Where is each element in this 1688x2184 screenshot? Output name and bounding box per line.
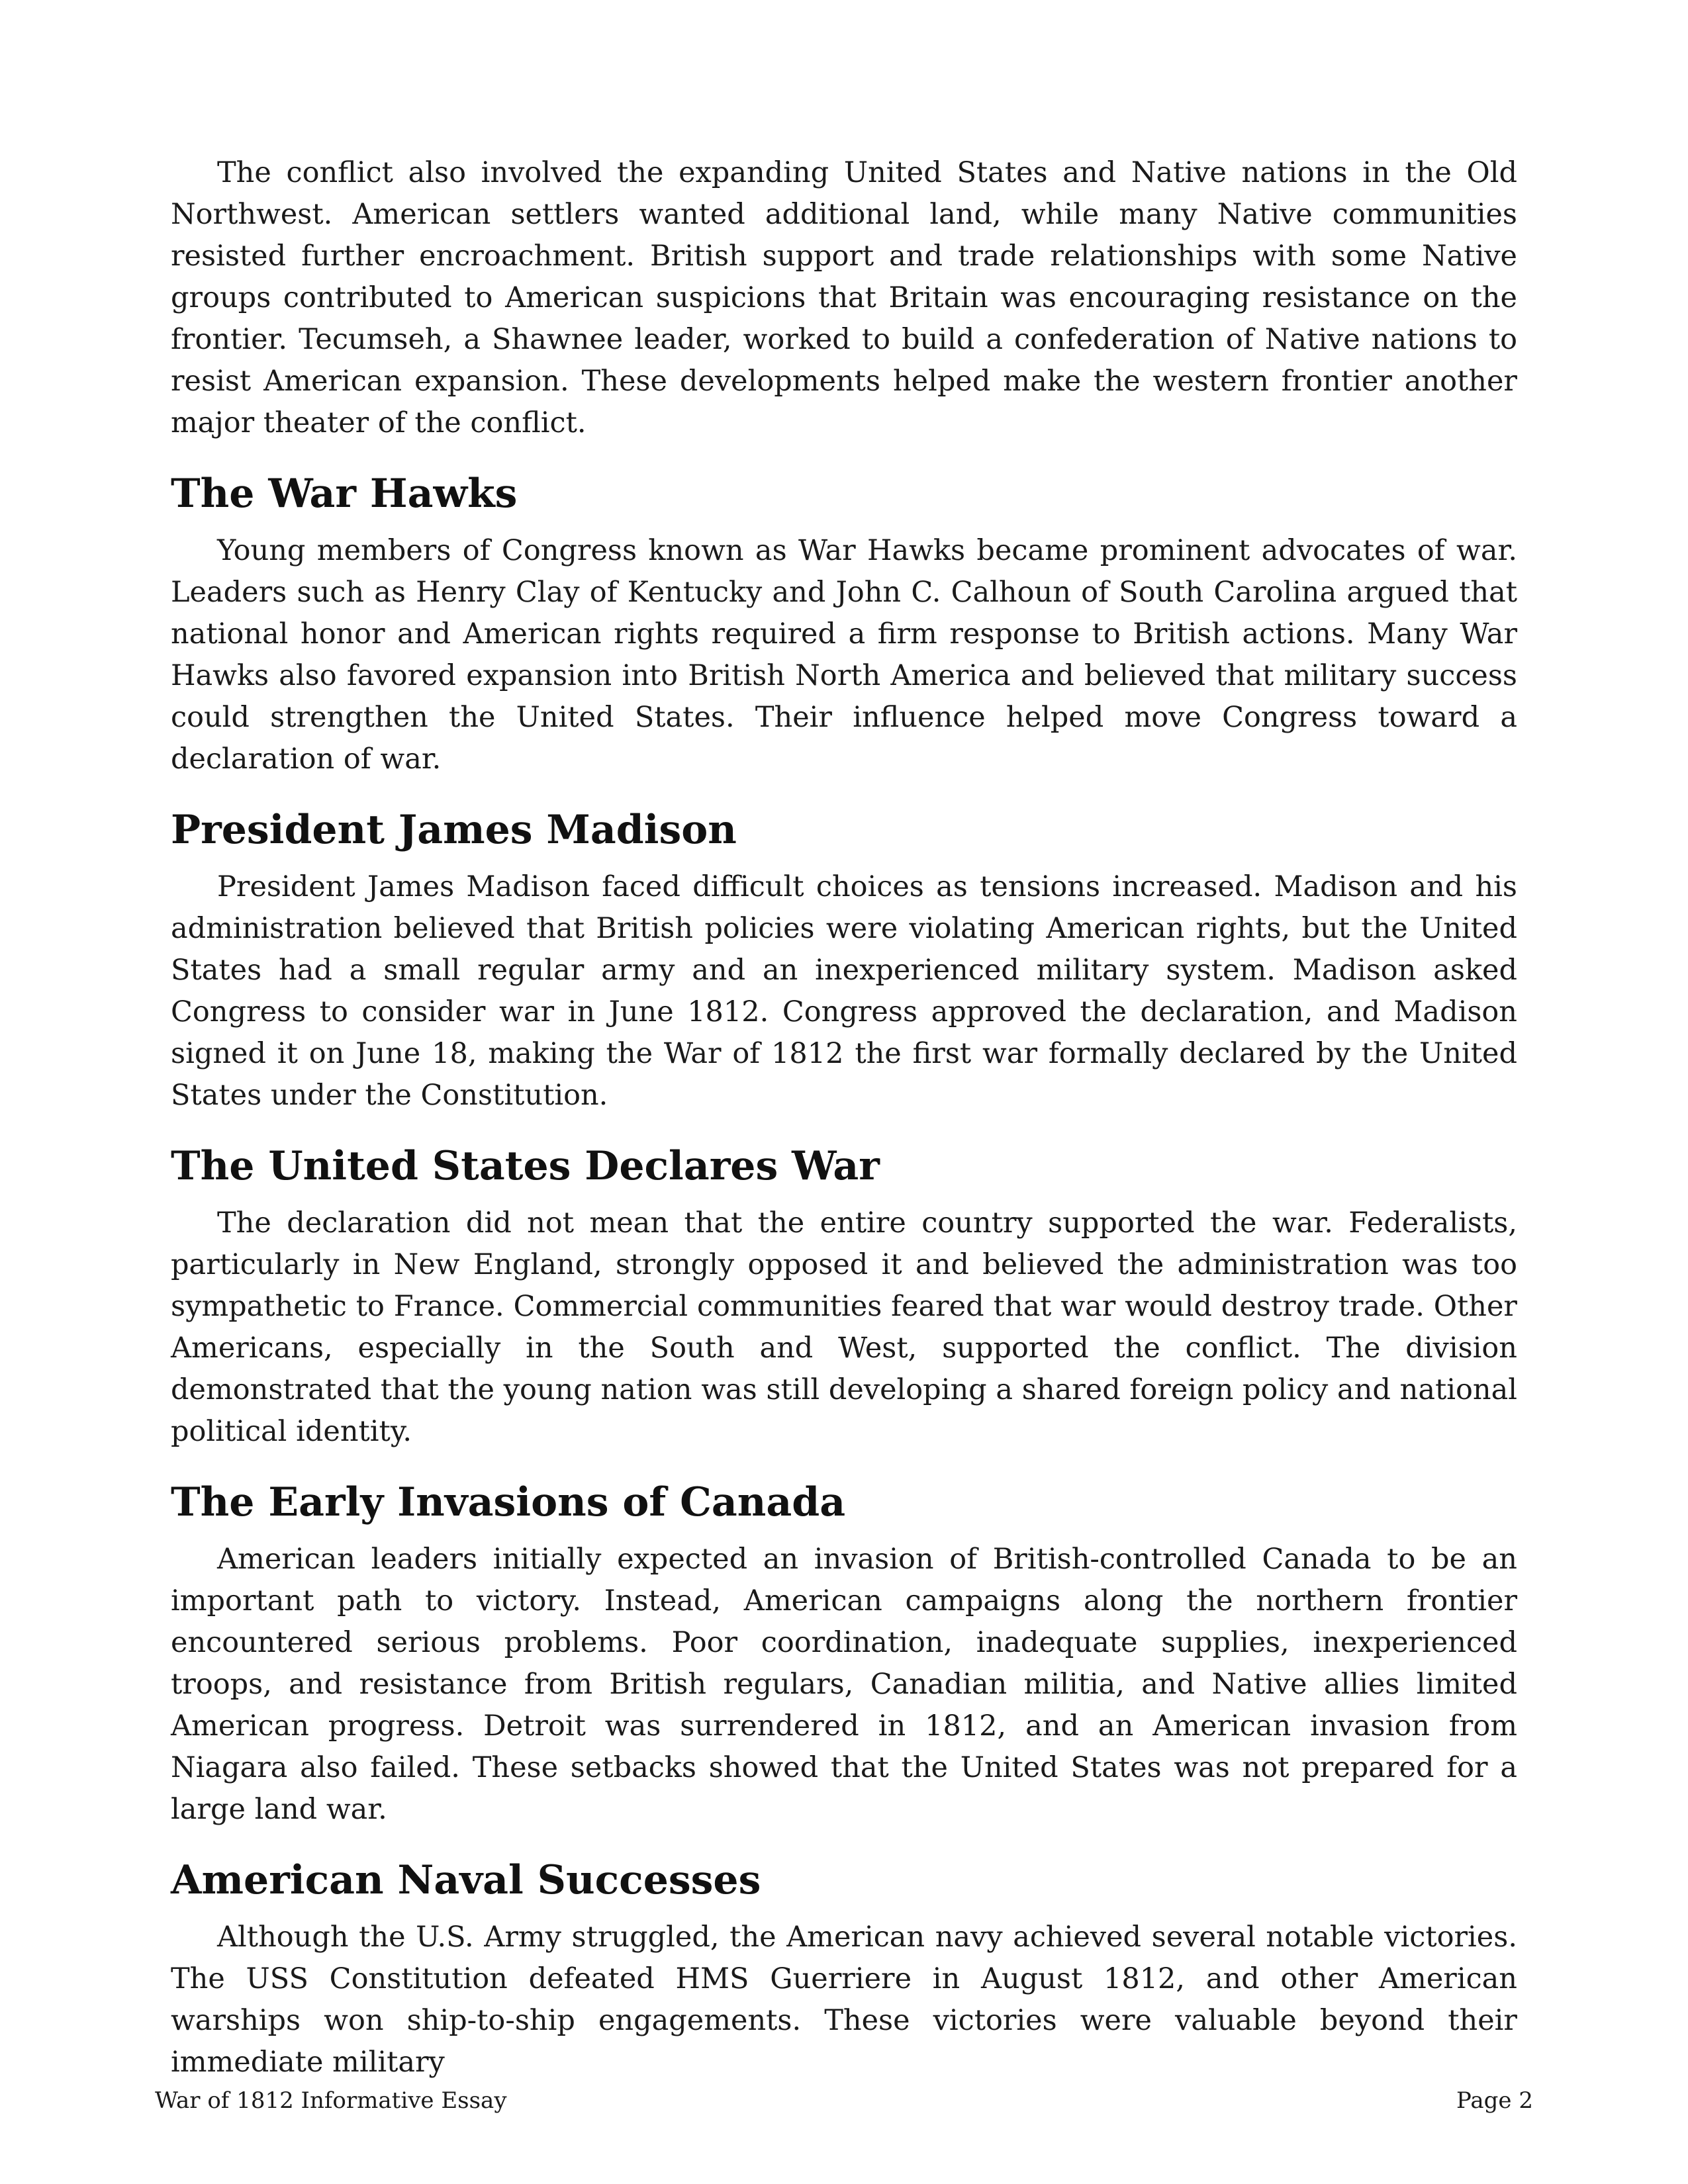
heading-declares-war: The United States Declares War: [171, 1143, 880, 1189]
footer-page-number: Page 2: [1456, 2087, 1533, 2114]
paragraph-naval-successes: Although the U.S. Army struggled, the American navy achieved several notable victories. The USS Constitution defeated HMS Guerriere in August 1812, and other American warships won ship-to-ship engagements. These victories were valuable beyond their immediate military: [171, 1921, 1517, 2079]
heading-president-madison: President James Madison: [171, 807, 737, 853]
paragraph-frontier-conflict: The conflict also involved the expanding United States and Native nations in the Old Northwest. American settlers wanted additional land, while many Native communities resisted further encroachment. British support and trade relationships with some Native groups contributed to American suspicions that Britain was encouraging resistance on the frontier. Tecumseh, a Shawnee leader, worked to build a confederation of Native nations to resist American expansion. These developments helped make the western frontier another major theater of the conflict.: [171, 156, 1517, 439]
heading-war-hawks: The War Hawks: [171, 471, 518, 517]
paragraph-war-hawks: Young members of Congress known as War Hawks became prominent advocates of war. Leaders such as Henry Clay of Kentucky and John C. Calhoun of South Carolina argued that national honor and American rights required a firm response to British actions. Many War Hawks also favored expansion into British North America and believed that military success could strengthen the United States. Their influence helped move Congress toward a declaration of war.: [171, 534, 1517, 776]
heading-naval-successes: American Naval Successes: [171, 1857, 761, 1903]
page-footer: [155, 2086, 1533, 2115]
paragraph-president-madison: President James Madison faced difficult choices as tensions increased. Madison and his administration believed that British policies were violating American rights, but the United States had a small regular army and an inexperienced military system. Madison asked Congress to consider war in June 1812. Congress approved the declaration, and Madison signed it on June 18, making the War of 1812 the first war formally declared by the United States under the Constitution.: [171, 870, 1517, 1112]
paragraph-invasions-canada: American leaders initially expected an invasion of British-controlled Canada to be an important path to victory. Instead, American campaigns along the northern frontier encountered serious problems. Poor coordination, inadequate supplies, inexperienced troops, and resistance from British regulars, Canadian militia, and Native allies limited American progress. Detroit was surrendered in 1812, and an American invasion from Niagara also failed. These setbacks showed that the United States was not prepared for a large land war.: [171, 1543, 1517, 1826]
heading-invasions-canada: The Early Invasions of Canada: [171, 1479, 846, 1525]
paragraph-declares-war: The declaration did not mean that the entire country supported the war. Federalists, particularly in New England, strongly opposed it and believed the administration was too sympathetic to France. Commercial communities feared that war would destroy trade. Other Americans, especially in the South and West, supported the conflict. The division demonstrated that the young nation was still developing a shared foreign policy and national political identity.: [171, 1206, 1517, 1448]
page-content: [171, 152, 1517, 2083]
footer-document-title: War of 1812 Informative Essay: [155, 2087, 507, 2114]
